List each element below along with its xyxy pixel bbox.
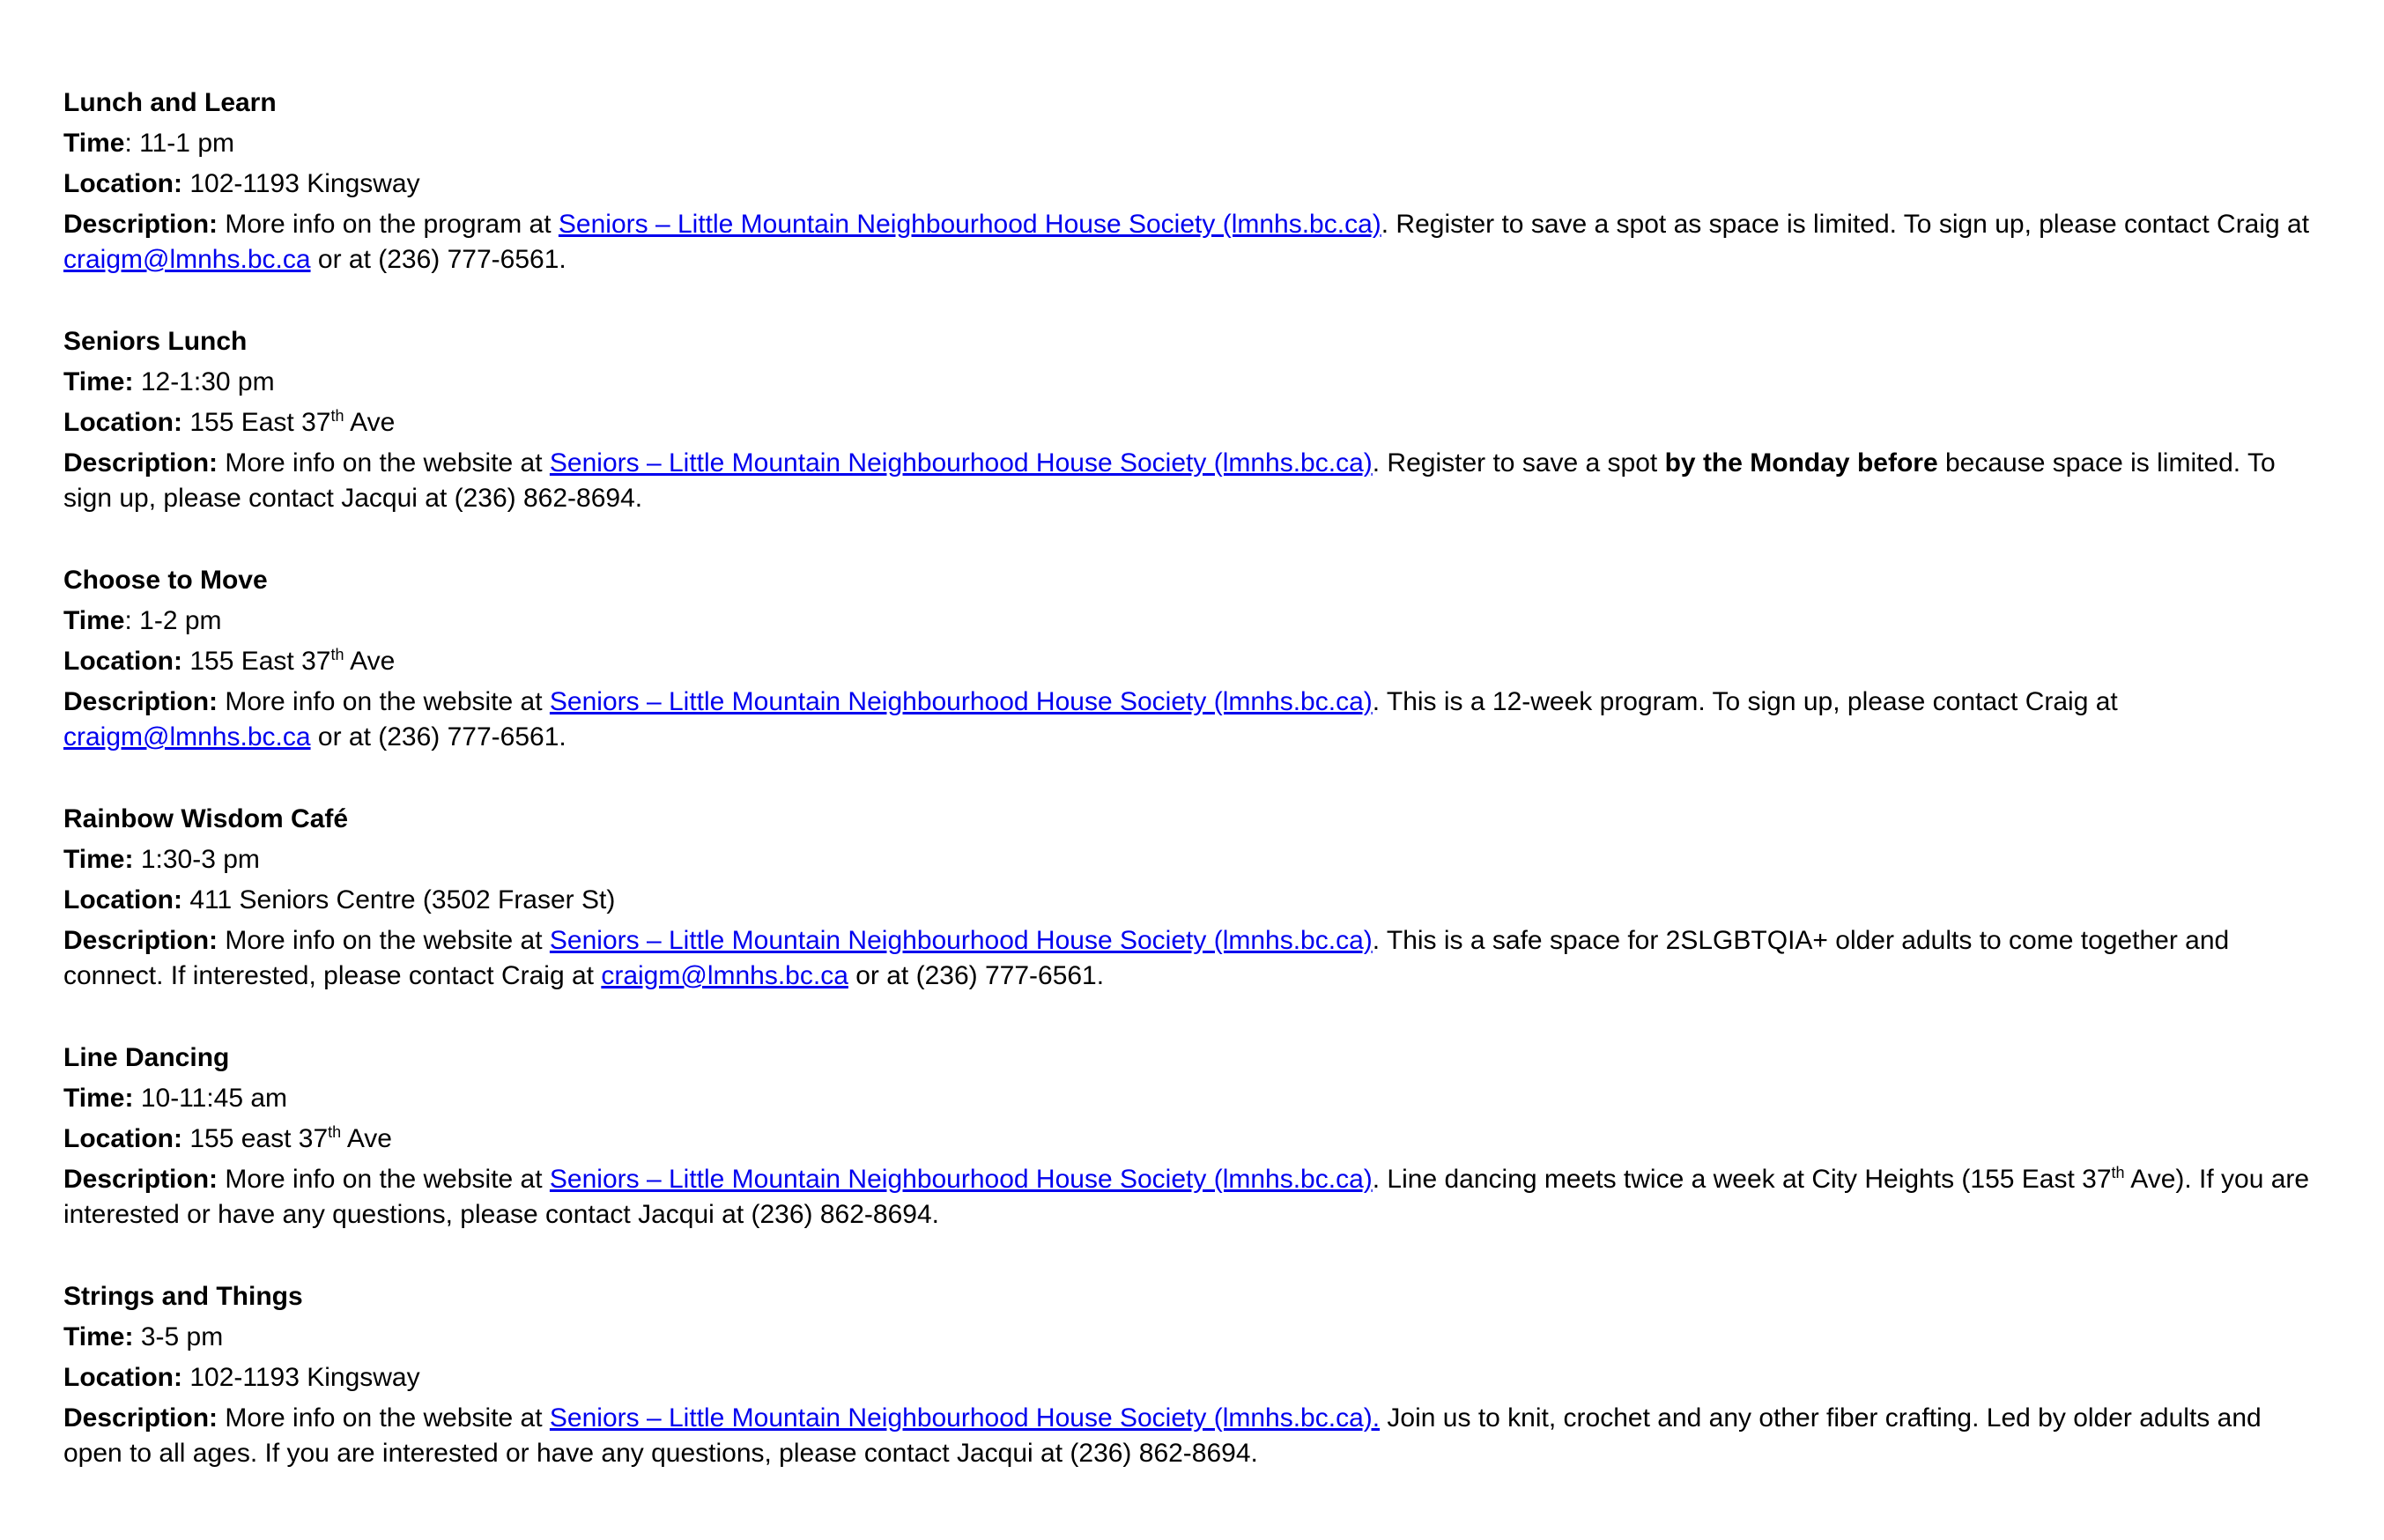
location-label: Location: xyxy=(63,1363,182,1392)
event-location xyxy=(63,883,2319,923)
event-location xyxy=(63,405,2319,446)
time-sep: : xyxy=(124,845,134,874)
event-location xyxy=(63,167,2319,207)
description-label: Description: xyxy=(63,1403,218,1433)
location-label: Location: xyxy=(63,647,182,676)
description-text: More info on the website at xyxy=(218,687,550,716)
description-label: Description: xyxy=(63,687,218,716)
location-value: 155 East 37 xyxy=(182,647,331,676)
website-link[interactable]: Seniors – Little Mountain Neighbourhood House Society (lmnhs.bc.ca) xyxy=(549,687,1373,716)
description-label: Description: xyxy=(63,210,218,239)
event-description xyxy=(63,207,2319,278)
event-title: Seniors Lunch xyxy=(63,327,248,356)
event-description xyxy=(63,685,2319,755)
time-label: Time xyxy=(63,1084,125,1113)
time-label: Time xyxy=(63,367,125,396)
location-label: Location: xyxy=(63,408,182,437)
description-text: More info on the website at xyxy=(218,448,550,478)
description-text: Ave). If you are interested or have any questions, please contact Jacqui at (236) 862-8694. xyxy=(63,1165,2310,1229)
event-title: Choose to Move xyxy=(63,566,268,595)
time-value: 11-1 pm xyxy=(131,129,234,158)
event-time xyxy=(63,603,2319,644)
location-value: 155 east 37 xyxy=(182,1124,329,1153)
location-value-end: Ave xyxy=(341,1124,392,1153)
location-value: 102-1193 Kingsway xyxy=(182,169,420,198)
event-location xyxy=(63,1360,2319,1401)
time-label: Time xyxy=(63,129,125,158)
location-label: Location: xyxy=(63,885,182,914)
event-description xyxy=(63,446,2319,516)
event-description xyxy=(63,923,2319,994)
time-label: Time xyxy=(63,845,125,874)
description-text: More info on the website at xyxy=(218,1403,550,1433)
event-location xyxy=(63,644,2319,685)
location-value-end: Ave xyxy=(344,408,396,437)
description-text: More info on the website at xyxy=(218,1165,550,1194)
description-emphasis: by the Monday before xyxy=(1664,448,1938,478)
description-label: Description: xyxy=(63,448,218,478)
event-location xyxy=(63,1122,2319,1162)
description-text: . This is a safe space for 2SLGBTQIA+ older adults to come together and connect. If interested, please contact Craig at xyxy=(63,926,2230,990)
ordinal-suffix: th xyxy=(2111,1164,2125,1181)
location-value: 411 Seniors Centre (3502 Fraser St) xyxy=(182,885,616,914)
event-rainbow-wisdom-cafe xyxy=(63,802,2319,994)
event-lunch-and-learn xyxy=(63,85,2319,278)
description-label: Description: xyxy=(63,926,218,955)
description-text: or at (236) 777-6561. xyxy=(848,961,1105,990)
time-value: 12-1:30 pm xyxy=(133,367,275,396)
ordinal-suffix: th xyxy=(328,1123,342,1141)
event-description xyxy=(63,1401,2319,1471)
event-time xyxy=(63,365,2319,405)
description-label: Description: xyxy=(63,1165,218,1194)
event-title: Strings and Things xyxy=(63,1282,303,1311)
description-text: More info on the website at xyxy=(218,926,550,955)
description-text: More info on the program at xyxy=(218,210,559,239)
event-time xyxy=(63,126,2319,167)
description-text: . Line dancing meets twice a week at City Heights (155 East 37 xyxy=(1372,1165,2112,1194)
time-sep: : xyxy=(124,1322,134,1351)
location-value-end: Ave xyxy=(344,647,396,676)
email-link[interactable]: craigm@lmnhs.bc.ca xyxy=(601,961,848,990)
event-line-dancing xyxy=(63,1040,2319,1233)
event-description xyxy=(63,1162,2319,1233)
ordinal-suffix: th xyxy=(330,407,344,425)
description-text: . Register to save a spot as space is limited. To sign up, please contact Craig at xyxy=(1381,210,2310,239)
event-choose-to-move xyxy=(63,563,2319,755)
time-sep: : xyxy=(124,606,132,635)
event-title: Lunch and Learn xyxy=(63,88,277,117)
description-text: . This is a 12-week program. To sign up, please contact Craig at xyxy=(1372,687,2118,716)
description-text: Join us to knit, crochet and any other fiber crafting. Led by older adults and open to all ages. If you are interested or have any questions, please contact Jacqui at (236) 862-8694. xyxy=(63,1403,2262,1468)
website-link[interactable]: Seniors – Little Mountain Neighbourhood House Society (lmnhs.bc.ca) xyxy=(549,1165,1373,1194)
event-title: Rainbow Wisdom Café xyxy=(63,804,349,833)
location-value: 102-1193 Kingsway xyxy=(182,1363,420,1392)
event-seniors-lunch xyxy=(63,324,2319,516)
website-link[interactable]: Seniors – Little Mountain Neighbourhood House Society (lmnhs.bc.ca) xyxy=(549,448,1373,478)
event-time xyxy=(63,1320,2319,1360)
ordinal-suffix: th xyxy=(330,646,344,663)
email-link[interactable]: craigm@lmnhs.bc.ca xyxy=(63,722,311,751)
location-label: Location: xyxy=(63,169,182,198)
time-sep: : xyxy=(124,129,132,158)
event-title: Line Dancing xyxy=(63,1043,230,1072)
description-text: because space is limited. To sign up, please contact Jacqui at (236) 862-8694. xyxy=(63,448,2276,513)
description-text: . Register to save a spot xyxy=(1372,448,1665,478)
website-link[interactable]: Seniors – Little Mountain Neighbourhood House Society (lmnhs.bc.ca) xyxy=(558,210,1381,239)
time-label: Time xyxy=(63,606,125,635)
time-label: Time xyxy=(63,1322,125,1351)
website-link[interactable]: Seniors – Little Mountain Neighbourhood House Society (lmnhs.bc.ca). xyxy=(549,1403,1381,1433)
description-text: or at (236) 777-6561. xyxy=(310,722,566,751)
description-text: or at (236) 777-6561. xyxy=(310,245,566,274)
event-time xyxy=(63,842,2319,883)
time-sep: : xyxy=(124,367,134,396)
location-label: Location: xyxy=(63,1124,182,1153)
time-value: 10-11:45 am xyxy=(133,1084,288,1113)
website-link[interactable]: Seniors – Little Mountain Neighbourhood House Society (lmnhs.bc.ca) xyxy=(549,926,1373,955)
time-sep: : xyxy=(124,1084,134,1113)
time-value: 3-5 pm xyxy=(133,1322,224,1351)
location-value: 155 East 37 xyxy=(182,408,331,437)
time-value: 1:30-3 pm xyxy=(133,845,260,874)
event-time xyxy=(63,1081,2319,1122)
time-value: 1-2 pm xyxy=(131,606,222,635)
email-link[interactable]: craigm@lmnhs.bc.ca xyxy=(63,245,311,274)
event-strings-and-things xyxy=(63,1279,2319,1471)
